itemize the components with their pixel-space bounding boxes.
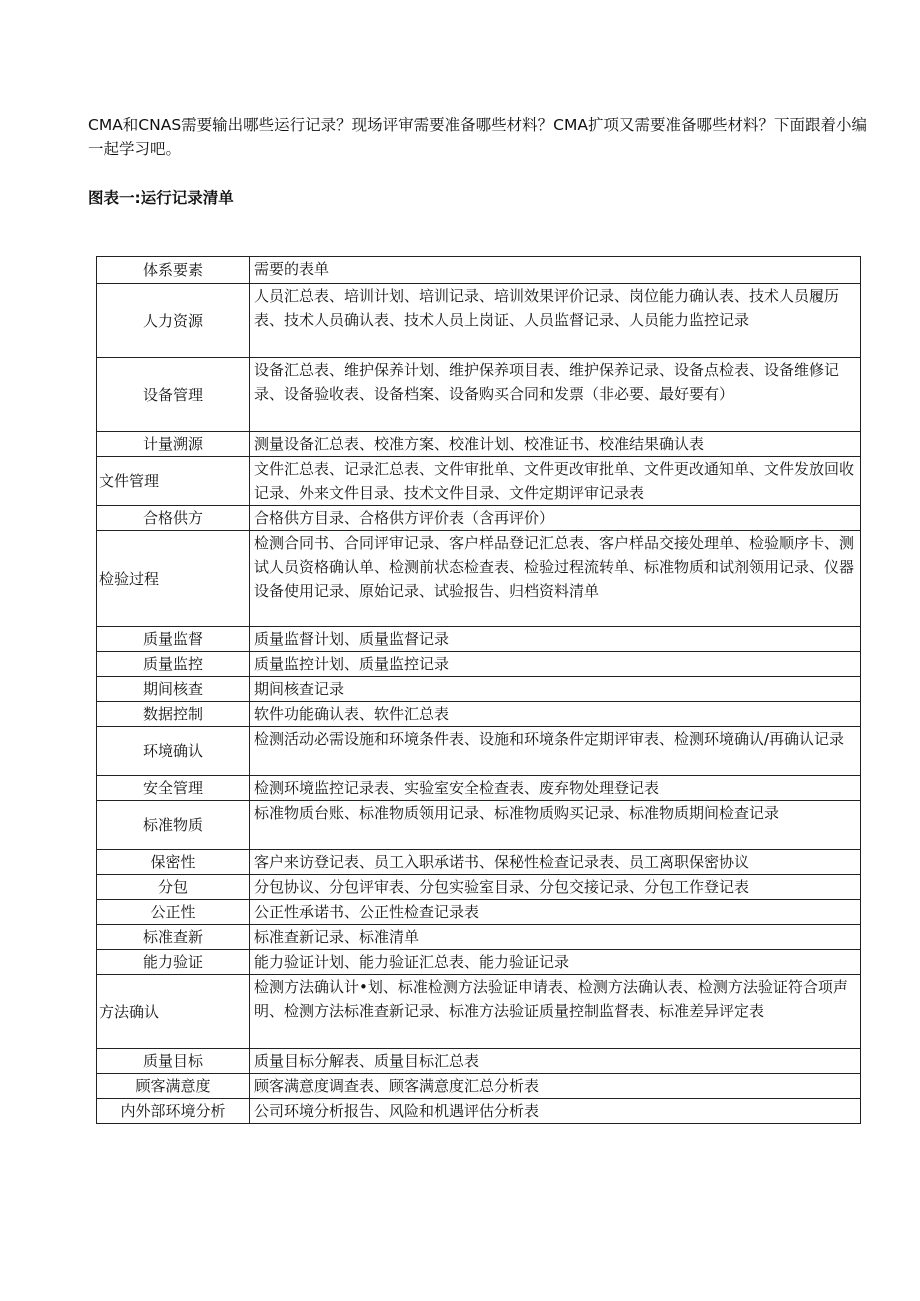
row-forms: 能力验证计划、能力验证汇总表、能力验证记录 bbox=[250, 950, 861, 975]
intro-paragraph: CMA和CNAS需要输出哪些运行记录？现场评审需要准备哪些材料？CMA扩项又需要准备哪些材料？下面跟着小编一起学习吧。 bbox=[88, 116, 867, 158]
row-element: 环境确认 bbox=[97, 727, 250, 776]
row-element: 质量监控 bbox=[97, 652, 250, 677]
row-forms: 检测方法确认计•划、标准检测方法验证申请表、检测方法确认表、检测方法验证符合项声明、检测方法标准查新记录、标准方法验证质量控制监督表、标准差异评定表 bbox=[250, 975, 861, 1049]
row-forms: 分包协议、分包评审表、分包实验室目录、分包交接记录、分包工作登记表 bbox=[250, 875, 861, 900]
table-row bbox=[97, 702, 861, 727]
table-row bbox=[97, 727, 861, 776]
table-header-row bbox=[97, 257, 861, 284]
table-row bbox=[97, 1099, 861, 1124]
row-element: 顾客满意度 bbox=[97, 1074, 250, 1099]
table-row bbox=[97, 950, 861, 975]
header-element: 体系要素 bbox=[97, 257, 250, 284]
table-row bbox=[97, 776, 861, 801]
row-forms: 测量设备汇总表、校准方案、校准计划、校准证书、校准结果确认表 bbox=[250, 432, 861, 457]
row-forms: 人员汇总表、培训计划、培训记录、培训效果评价记录、岗位能力确认表、技术人员履历表、技术人员确认表、技术人员上岗证、人员监督记录、人员能力监控记录 bbox=[250, 284, 861, 358]
row-element: 标准物质 bbox=[97, 801, 250, 850]
table-row bbox=[97, 677, 861, 702]
row-forms: 设备汇总表、维护保养计划、维护保养项目表、维护保养记录、设备点检表、设备维修记录、设备验收表、设备档案、设备购买合同和发票（非必要、最好要有） bbox=[250, 358, 861, 432]
row-forms: 标准查新记录、标准清单 bbox=[250, 925, 861, 950]
row-element: 设备管理 bbox=[97, 358, 250, 432]
row-forms: 公司环境分析报告、风险和机遇评估分析表 bbox=[250, 1099, 861, 1124]
row-element: 安全管理 bbox=[97, 776, 250, 801]
row-forms: 期间核查记录 bbox=[250, 677, 861, 702]
table-row bbox=[97, 850, 861, 875]
row-forms: 检测环境监控记录表、实验室安全检查表、废弃物处理登记表 bbox=[250, 776, 861, 801]
row-element: 质量目标 bbox=[97, 1049, 250, 1074]
table-row bbox=[97, 284, 861, 358]
row-forms: 质量目标分解表、质量目标汇总表 bbox=[250, 1049, 861, 1074]
row-forms: 顾客满意度调查表、顾客满意度汇总分析表 bbox=[250, 1074, 861, 1099]
table-row bbox=[97, 506, 861, 531]
table-row bbox=[97, 875, 861, 900]
row-forms: 合格供方目录、合格供方评价表（含再评价） bbox=[250, 506, 861, 531]
table-row bbox=[97, 1049, 861, 1074]
row-element: 标准查新 bbox=[97, 925, 250, 950]
row-element: 人力资源 bbox=[97, 284, 250, 358]
row-element: 内外部环境分析 bbox=[97, 1099, 250, 1124]
table-row bbox=[97, 652, 861, 677]
row-element: 方法确认 bbox=[97, 975, 250, 1049]
row-element: 检验过程 bbox=[97, 531, 250, 627]
row-forms: 客户来访登记表、员工入职承诺书、保秘性检查记录表、员工离职保密协议 bbox=[250, 850, 861, 875]
row-element: 合格供方 bbox=[97, 506, 250, 531]
row-forms: 质量监控计划、质量监控记录 bbox=[250, 652, 861, 677]
row-element: 计量溯源 bbox=[97, 432, 250, 457]
row-element: 保密性 bbox=[97, 850, 250, 875]
row-forms: 标准物质台账、标准物质领用记录、标准物质购买记录、标准物质期间检查记录 bbox=[250, 801, 861, 850]
table-row bbox=[97, 432, 861, 457]
records-table bbox=[96, 256, 861, 1124]
header-forms: 需要的表单 bbox=[250, 257, 861, 284]
row-element: 文件管理 bbox=[97, 457, 250, 506]
table-row bbox=[97, 627, 861, 652]
row-forms: 检测合同书、合同评审记录、客户样品登记汇总表、客户样品交接处理单、检验顺序卡、测试人员资格确认单、检测前状态检查表、检验过程流转单、标准物质和试剂领用记录、仪器设备使用记录、原始记录、试验报告、归档资料清单 bbox=[250, 531, 861, 627]
table-caption: 图表一:运行记录清单 bbox=[88, 189, 234, 207]
row-element: 数据控制 bbox=[97, 702, 250, 727]
row-element: 期间核查 bbox=[97, 677, 250, 702]
table-row bbox=[97, 801, 861, 850]
row-element: 公正性 bbox=[97, 900, 250, 925]
table-row bbox=[97, 975, 861, 1049]
row-forms: 质量监督计划、质量监督记录 bbox=[250, 627, 861, 652]
row-forms: 检测活动必需设施和环境条件表、设施和环境条件定期评审表、检测环境确认/再确认记录 bbox=[250, 727, 861, 776]
table-row bbox=[97, 358, 861, 432]
table-row bbox=[97, 900, 861, 925]
table-row bbox=[97, 925, 861, 950]
row-element: 能力验证 bbox=[97, 950, 250, 975]
table-row bbox=[97, 457, 861, 506]
table-row bbox=[97, 1074, 861, 1099]
row-element: 分包 bbox=[97, 875, 250, 900]
row-forms: 公正性承诺书、公正性检查记录表 bbox=[250, 900, 861, 925]
row-forms: 软件功能确认表、软件汇总表 bbox=[250, 702, 861, 727]
row-forms: 文件汇总表、记录汇总表、文件审批单、文件更改审批单、文件更改通知单、文件发放回收记录、外来文件目录、技术文件目录、文件定期评审记录表 bbox=[250, 457, 861, 506]
row-element: 质量监督 bbox=[97, 627, 250, 652]
table-row bbox=[97, 531, 861, 627]
